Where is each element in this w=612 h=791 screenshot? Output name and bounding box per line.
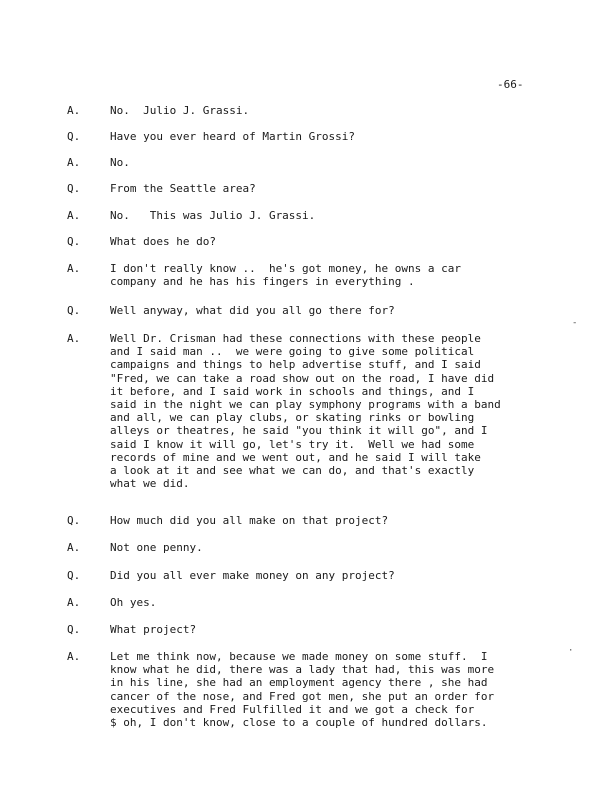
entry-text: Well anyway, what did you all go there for? <box>110 304 395 317</box>
entry-text: No. This was Julio J. Grassi. <box>110 209 316 222</box>
speaker-label: Q. <box>67 514 81 527</box>
page-number: -66- <box>497 78 524 91</box>
speaker-label: A. <box>67 156 81 169</box>
margin-mark: · <box>568 646 574 656</box>
speaker-label: A. <box>67 541 81 554</box>
speaker-label: Q. <box>67 304 81 317</box>
speaker-label: Q. <box>67 623 81 636</box>
speaker-label: Q. <box>67 235 81 248</box>
entry-text: What project? <box>110 623 197 636</box>
speaker-label: Q. <box>67 182 81 195</box>
speaker-label: A. <box>67 262 81 275</box>
entry-text: No. Julio J. Grassi. <box>110 104 250 117</box>
speaker-label: Q. <box>67 569 81 582</box>
speaker-label: A. <box>67 596 81 609</box>
speaker-label: A. <box>67 209 81 222</box>
entry-text: I don't really know .. he's got money, he owns a car company and he has his fingers in everything . <box>110 262 461 289</box>
entry-text: What does he do? <box>110 235 216 248</box>
entry-text: Not one penny. <box>110 541 203 554</box>
entry-text: Have you ever heard of Martin Grossi? <box>110 130 356 143</box>
speaker-label: A. <box>67 104 81 117</box>
entry-text: No. <box>110 156 130 169</box>
entry-text: Let me think now, because we made money on some stuff. I know what he did, there was a lady that had, this was more in his line, she had an employment agency there , she had cancer of the nose, and Fred got men, she put an order for executives and Fred Fulfilled it and we got a check for $ oh, I don't know, close to a couple of hundred dollars. <box>110 650 495 730</box>
speaker-label: A. <box>67 650 81 663</box>
entry-text: Well Dr. Crisman had these connections with these people and I said man .. we were going to give some political campaigns and things to help advertise stuff, and I said "Fred, we can take a road show out on the road, I have did it before, and I said work in schools and things, and I said in the night we can play symphony programs with a band and all, we can play clubs, or skating rinks or bowling alleys or theatres, he said "you think it will go", and I said I know it will go, let's try it. Well we had some records of mine and we went out, and he said I will take a look at it and see what we can do, and that's exactly what we did. <box>110 332 501 491</box>
speaker-label: A. <box>67 332 81 345</box>
entry-text: Did you all ever make money on any project? <box>110 569 395 582</box>
entry-text: How much did you all make on that project? <box>110 514 389 527</box>
margin-mark: - <box>572 318 578 328</box>
speaker-label: Q. <box>67 130 81 143</box>
entry-text: Oh yes. <box>110 596 157 609</box>
entry-text: From the Seattle area? <box>110 182 256 195</box>
